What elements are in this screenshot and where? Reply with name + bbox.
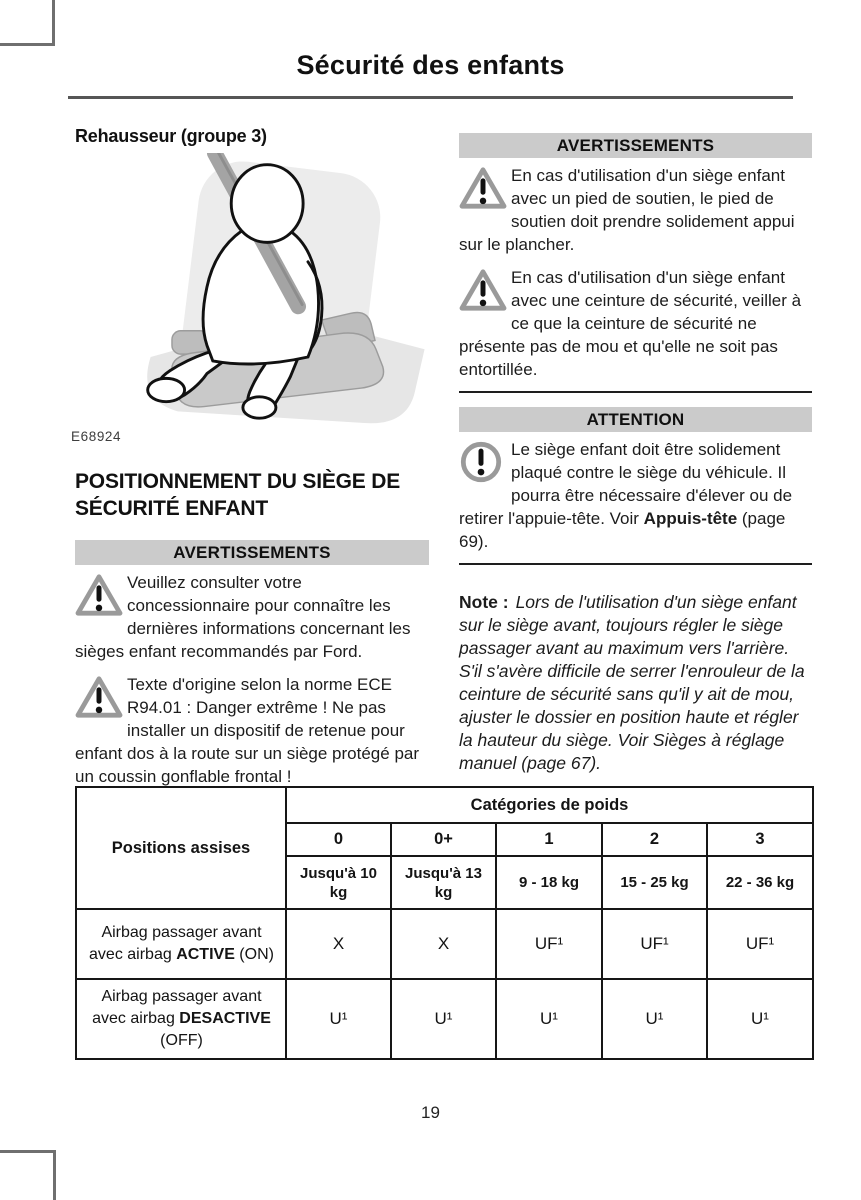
note-label: Note : [459, 592, 509, 612]
warning-text: En cas d'utilisation d'un siège enfant avec un pied de soutien, le pied de soutien doit prendre solidement appui sur le plancher. [459, 166, 795, 254]
attention-circle-icon [459, 438, 511, 502]
warning-triangle-icon [459, 266, 511, 330]
warning-item [459, 266, 812, 381]
warnings-header-left: AVERTISSEMENTS [75, 540, 429, 565]
warning-text: Veuillez consulter votre concessionnaire pour connaître les dernières informations concernant les sièges enfant recommandés par Ford. [75, 573, 411, 661]
weight-group-header: 2 [602, 823, 707, 856]
cell-value: X [286, 909, 391, 979]
cell-value: UF¹ [707, 909, 813, 979]
section-divider [459, 391, 812, 393]
table-row [76, 979, 813, 1059]
weight-range-header: 9 - 18 kg [496, 856, 602, 909]
weight-group-header: 0+ [391, 823, 496, 856]
weight-range-header: Jusqu'à 10 kg [286, 856, 391, 909]
warning-item [75, 571, 429, 663]
booster-group-heading: Rehausseur (groupe 3) [75, 126, 267, 146]
page-title: Sécurité des enfants [296, 50, 565, 80]
child-left-foot [148, 378, 185, 401]
cell-value: UF¹ [496, 909, 602, 979]
attention-text: (page 69). [459, 509, 786, 551]
figure-code-label: E68924 [71, 429, 122, 444]
crop-mark-top-left [0, 0, 55, 46]
attention-item [459, 438, 812, 553]
child-head [231, 165, 303, 243]
warning-text: En cas d'utilisation d'un siège enfant avec une ceinture de sécurité, veiller à ce que la ceinture de sécurité ne présente pas de mou et qu'elle ne soit pas entortillée. [459, 268, 802, 379]
crop-mark-bottom-left [0, 1150, 56, 1200]
table-corner-label: Positions assises [76, 787, 286, 909]
page-number: 19 [421, 1103, 440, 1122]
cell-value: X [391, 909, 496, 979]
warning-text: Texte d'origine selon la norme ECE R94.01 : Danger extrême ! Ne pas installer un dispositif de retenue pour enfant dos à la route sur un siège protégé par un coussin gonflable frontal ! [75, 675, 420, 786]
left-column [71, 126, 429, 788]
child-right-foot [243, 397, 276, 418]
warning-item [75, 673, 429, 788]
weight-group-header: 1 [496, 823, 602, 856]
note-paragraph [459, 591, 812, 775]
weight-group-header: 3 [707, 823, 813, 856]
weight-range-header: 15 - 25 kg [602, 856, 707, 909]
right-column [459, 133, 812, 775]
row-label-airbag-off: Airbag passager avant avec airbag DESACTIVE (OFF) [76, 979, 286, 1059]
cell-value: U¹ [286, 979, 391, 1059]
cell-value: U¹ [602, 979, 707, 1059]
weight-group-header: 0 [286, 823, 391, 856]
warnings-header-right: AVERTISSEMENTS [459, 133, 812, 158]
warning-item [459, 164, 812, 256]
weight-categories-header: Catégories de poids [286, 787, 813, 823]
note-text: Lors de l'utilisation d'un siège enfant sur le siège avant, toujours régler le siège passager avant au maximum vers l'arrière. S'il s'avère difficile de serrer l'enrouleur de la ceinture de sécurité sans qu'il y ait de mou, ajuster le dossier en position haute et régler la hauteur du siège. Voir Sièges à réglage manuel (page 67). [459, 592, 805, 773]
booster-seat-figure [71, 153, 429, 444]
weight-range-header: 22 - 36 kg [707, 856, 813, 909]
cell-value: U¹ [391, 979, 496, 1059]
cell-value: U¹ [707, 979, 813, 1059]
table-row [76, 909, 813, 979]
weight-range-header: Jusqu'à 13 kg [391, 856, 496, 909]
warning-triangle-icon [75, 673, 127, 737]
warning-triangle-icon [459, 164, 511, 228]
positioning-heading: POSITIONNEMENT DU SIÈGE DE SÉCURITÉ ENFANT [75, 470, 401, 520]
row-label-airbag-on: Airbag passager avant avec airbag ACTIVE (ON) [76, 909, 286, 979]
warning-triangle-icon [75, 571, 127, 635]
cross-reference-bold: Appuis-tête [643, 509, 738, 528]
seating-positions-table [75, 786, 814, 1060]
cell-value: UF¹ [602, 909, 707, 979]
booster-seat-illustration [117, 153, 429, 425]
attention-text: Le siège enfant doit être solidement plaqué contre le siège du véhicule. Il pourra être nécessaire d'élever ou de retirer l'appuie-tête. Voir [459, 440, 793, 528]
attention-header: ATTENTION [459, 407, 812, 432]
cell-value: U¹ [496, 979, 602, 1059]
section-divider [459, 563, 812, 565]
title-divider [68, 96, 793, 99]
